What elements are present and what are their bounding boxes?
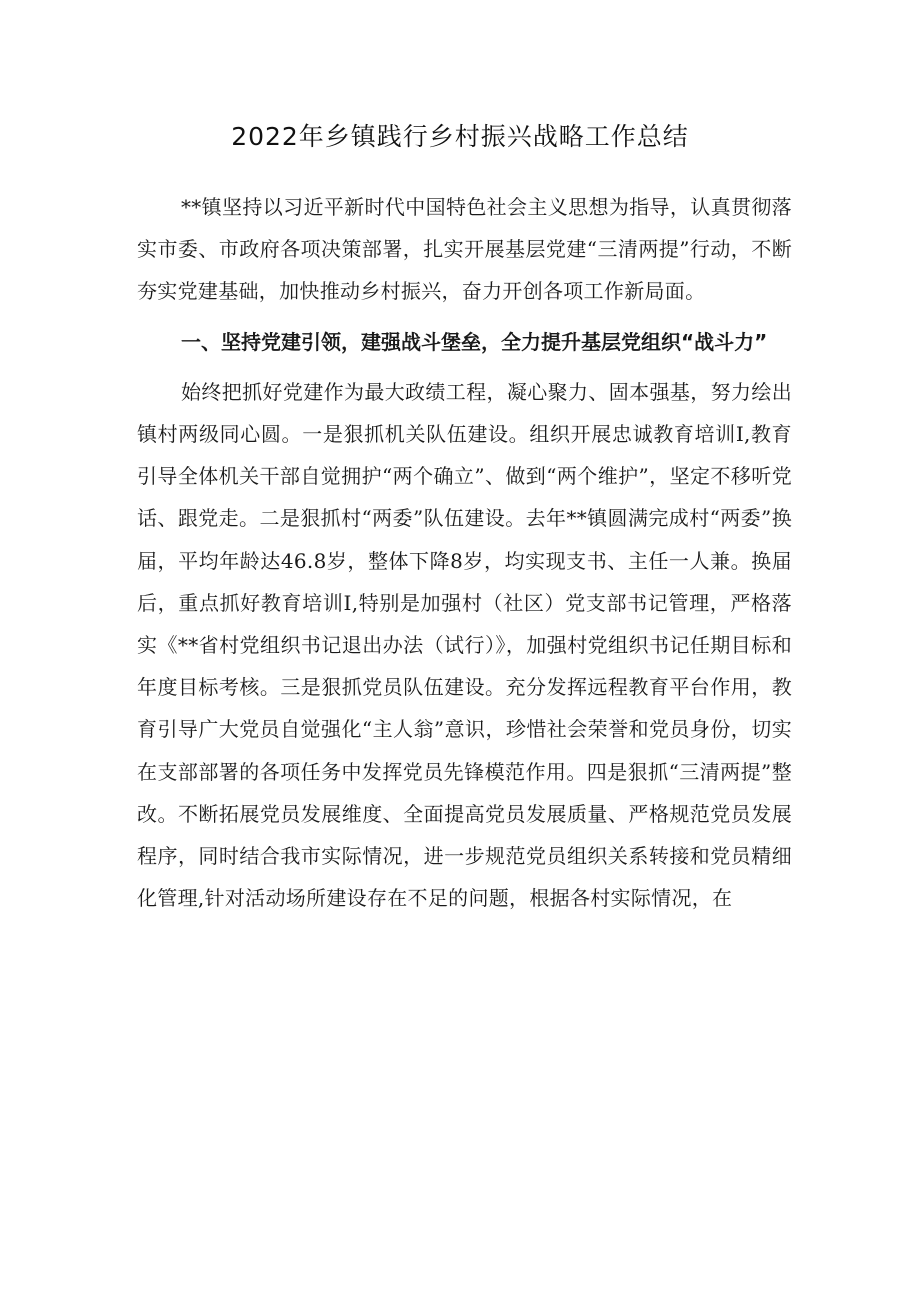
paragraph-gap [137, 313, 792, 321]
section-1-body: 始终把抓好党建作为最大政绩工程，凝心聚力、固本强基，努力绘出镇村两级同心圆。一是狠抓机关队伍建设。组织开展忠诚教育培训I,教育引导全体机关干部自觉拥护“两个确立”、做到“两个维护”，坚定不移听党话、跟党走。二是狠抓村“两委”队伍建设。去年**镇圆满完成村“两委”换届，平均年龄达46.8岁，整体下降8岁，均实现支书、主任一人兼。换届后，重点抓好教育培训I,特别是加强村（社区）党支部书记管理，严格落实《**省村党组织书记退出办法（试行）》，加强村党组织书记任期目标和年度目标考核。三是狠抓党员队伍建设。充分发挥远程教育平台作用，教育引导广大党员自觉强化“主人翁”意识，珍惜社会荣誉和党员身份，切实在支部部署的各项任务中发挥党员先锋模范作用。四是狠抓“三清两提”整改。不断拓展党员发展维度、全面提高党员发展质量、严格规范党员发展程序，同时结合我市实际情况，进一步规范党员组织关系转接和党员精细化管理,针对活动场所建设存在不足的问题，根据各村实际情况，在 [137, 379, 792, 911]
document-body [137, 186, 792, 919]
intro-paragraph: **镇坚持以习近平新时代中国特色社会主义思想为指导，认真贯彻落实市委、市政府各项决策部署，扎实开展基层党建“三清两提”行动，不断夯实党建基础，加快推动乡村振兴，奋力开创各项工作新局面。 [137, 195, 792, 304]
section-1-heading: 一、坚持党建引领，建强战斗堡垒，全力提升基层党组织“战斗力” [181, 329, 768, 354]
document-title: 2022年乡镇践行乡村振兴战略工作总结 [231, 122, 689, 151]
paragraph-gap [137, 363, 792, 371]
